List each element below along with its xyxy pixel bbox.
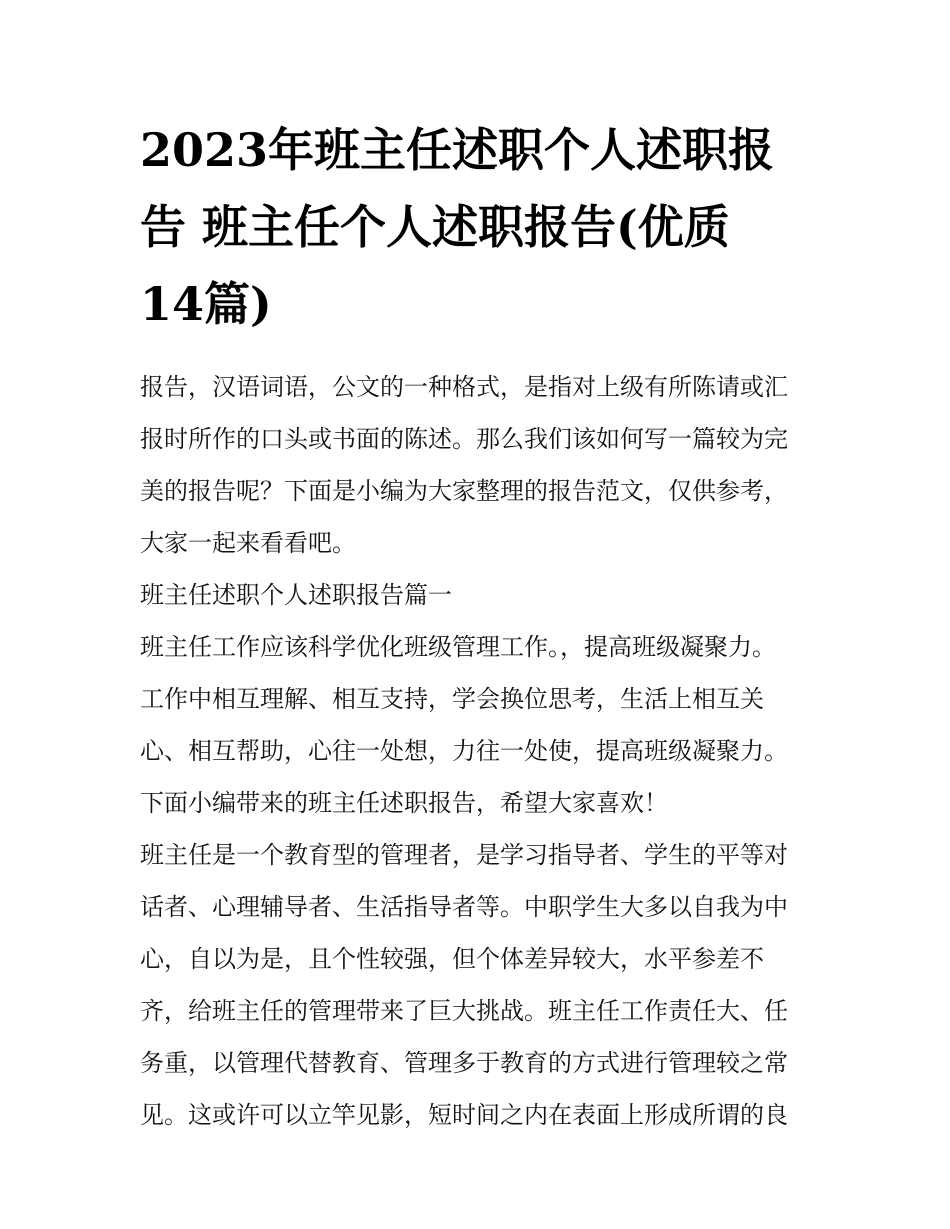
title-line: 告 班主任个人述职报告(优质 xyxy=(140,200,730,254)
section-heading: 班主任述职个人述职报告篇一 xyxy=(140,581,452,609)
document-body xyxy=(140,361,812,1141)
body-line: 大家一起来看看吧。 xyxy=(140,529,356,557)
body-line: 班主任是一个教育型的管理者，是学习指导者、学生的平等对 xyxy=(140,841,788,869)
body-line: 话者、心理辅导者、生活指导者等。中职学生大多以自我为中 xyxy=(140,893,788,921)
document-page xyxy=(140,112,812,1141)
body-line: 心、相互帮助，心往一处想，力往一处使，提高班级凝聚力。 xyxy=(140,737,788,765)
title-line: 14篇) xyxy=(140,277,272,331)
title-line: 2023年班主任述职个人述职报 xyxy=(140,123,775,177)
body-line: 美的报告呢？下面是小编为大家整理的报告范文，仅供参考， xyxy=(140,477,788,505)
document-title xyxy=(140,112,812,343)
body-line: 齐，给班主任的管理带来了巨大挑战。班主任工作责任大、任 xyxy=(140,997,788,1025)
body-line: 下面小编带来的班主任述职报告，希望大家喜欢！ xyxy=(140,789,668,817)
body-line: 工作中相互理解、相互支持，学会换位思考，生活上相互关 xyxy=(140,685,764,713)
body-line: 报告，汉语词语，公文的一种格式，是指对上级有所陈请或汇 xyxy=(140,373,788,401)
body-line: 报时所作的口头或书面的陈述。那么我们该如何写一篇较为完 xyxy=(140,425,788,453)
body-line: 班主任工作应该科学优化班级管理工作。，提高班级凝聚力。 xyxy=(140,633,776,661)
body-line: 心，自以为是，且个性较强，但个体差异较大，水平参差不 xyxy=(140,945,764,973)
body-line: 务重，以管理代替教育、管理多于教育的方式进行管理较之常 xyxy=(140,1049,788,1077)
body-line: 见。这或许可以立竿见影，短时间之内在表面上形成所谓的良 xyxy=(140,1101,788,1129)
